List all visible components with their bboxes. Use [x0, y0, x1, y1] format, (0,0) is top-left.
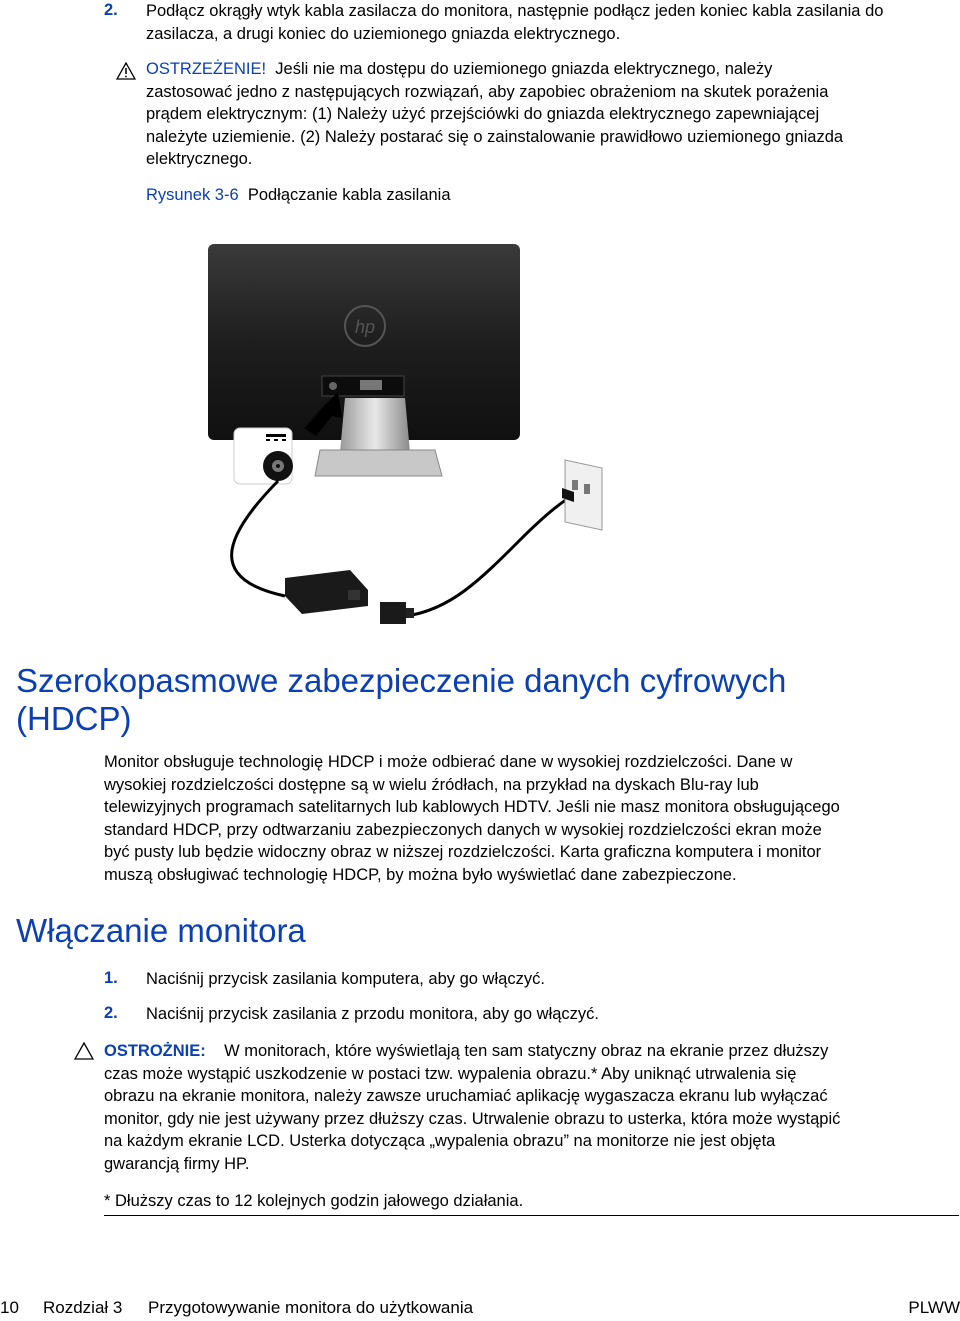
caution-line: na każdym ekranie LCD. Usterka dotycząca „wypalenia obrazu” na monitorze nie jest objęta: [104, 1132, 776, 1150]
warning-line: należyte uziemienie. (2) Należy postarać się o zainstalowanie prawidłowo uziemionego gniazda: [146, 127, 844, 146]
power-cable-illustration: [170, 240, 640, 645]
step-number: 2.: [104, 1, 118, 19]
heading-line: Szerokopasmowe zabezpieczenie danych cyfrowych: [16, 662, 787, 699]
section-heading-power-on: Włączanie monitora: [16, 912, 306, 949]
step-number: 1.: [104, 969, 118, 987]
caution-line: W monitorach, które wyświetlają ten sam statyczny obraz na ekranie przez dłuższy: [224, 1042, 829, 1060]
warning-line: elektrycznego.: [146, 150, 253, 168]
caution-footnote: * Dłuższy czas to 12 kolejnych godzin jałowego działania.: [104, 1192, 524, 1210]
caution-line: gwarancją firmy HP.: [104, 1154, 250, 1173]
step-text: Naciśnij przycisk zasilania z przodu monitora, aby go włączyć.: [146, 1005, 600, 1023]
figure-caption: [146, 186, 451, 205]
caution-line: czas może wystąpić uszkodzenie w postaci tzw. wypalenia obrazu.* Aby uniknąć utrwalenia się: [104, 1064, 797, 1083]
paragraph-line: muszą obsługiwać technologię HDCP, by można było wyświetlać dane zabezpieczone.: [104, 865, 737, 884]
section-heading-hdcp: [16, 662, 786, 738]
chapter-title: Przygotowywanie monitora do użytkowania: [148, 1298, 474, 1317]
figure-label: Rysunek 3-6: [146, 186, 239, 204]
locale-code: PLWW: [908, 1298, 960, 1317]
warning-line: prądem elektrycznym: (1) Należy użyć przejściówki do gniazda elektrycznego zapewniającej: [146, 105, 820, 123]
caution-divider: [104, 1215, 959, 1216]
paragraph-line: Monitor obsługuje technologię HDCP i może odbierać dane w wysokiej rozdzielczości. Dane w: [104, 753, 793, 771]
paragraph-line: być pusty lub będzie widoczny obraz w niższej rozdzielczości. Karta graficzna komputera i monitor: [104, 843, 822, 861]
chapter-label: Rozdział 3: [43, 1298, 123, 1317]
page-footer: [0, 1298, 960, 1320]
warning-line: zastosować jedno z następujących rozwiązań, aby zapobiec obrażeniom na skutek porażenia: [146, 82, 829, 101]
hdcp-paragraph: [104, 751, 944, 886]
warning-line: Jeśli nie ma dostępu do uziemionego gniazda elektrycznego, należy: [275, 60, 773, 78]
caution-line: obrazu na ekranie monitora, należy zawsze uruchamiać aplikację wygaszacza ekranu lub wyłączać: [104, 1087, 828, 1105]
step-number: 2.: [104, 1004, 118, 1022]
paragraph-line: wysokiej rozdzielczości dostępne są w wielu źródłach, na przykład na dyskach Blu-ray lub: [104, 775, 759, 794]
step-text: Naciśnij przycisk zasilania komputera, aby go włączyć.: [146, 970, 545, 988]
step-text: Podłącz okrągły wtyk kabla zasilacza do monitora, następnie podłącz jeden koniec kabla zasilania do zasilacza, a drugi koniec do uziemionego gniazda elektrycznego.: [146, 2, 884, 43]
page-number: 10: [0, 1298, 19, 1317]
caution-label: OSTROŻNIE:: [104, 1042, 206, 1060]
warning-block: [146, 58, 946, 171]
paragraph-line: standard HDCP, przy odtwarzaniu zabezpieczonych danych w wysokiej rozdzielczości ekran może: [104, 820, 822, 839]
caution-line: monitor, gdy nie jest używany przez dłuższy czas. Utrwalenie obrazu to usterka, która może wystąpić: [104, 1109, 841, 1128]
paragraph-line: telewizyjnych programach satelitarnych lub kablowych HDTV. Jeśli nie masz monitora obsługującego: [104, 798, 840, 816]
warning-triangle-icon: [116, 62, 136, 80]
heading-line: (HDCP): [16, 700, 132, 737]
caution-triangle-icon: [74, 1042, 94, 1060]
warning-label: OSTRZEŻENIE!: [146, 60, 267, 78]
caution-block: [104, 1040, 944, 1175]
figure-title: Podłączanie kabla zasilania: [247, 186, 451, 204]
svg-text:hp: hp: [354, 317, 376, 337]
